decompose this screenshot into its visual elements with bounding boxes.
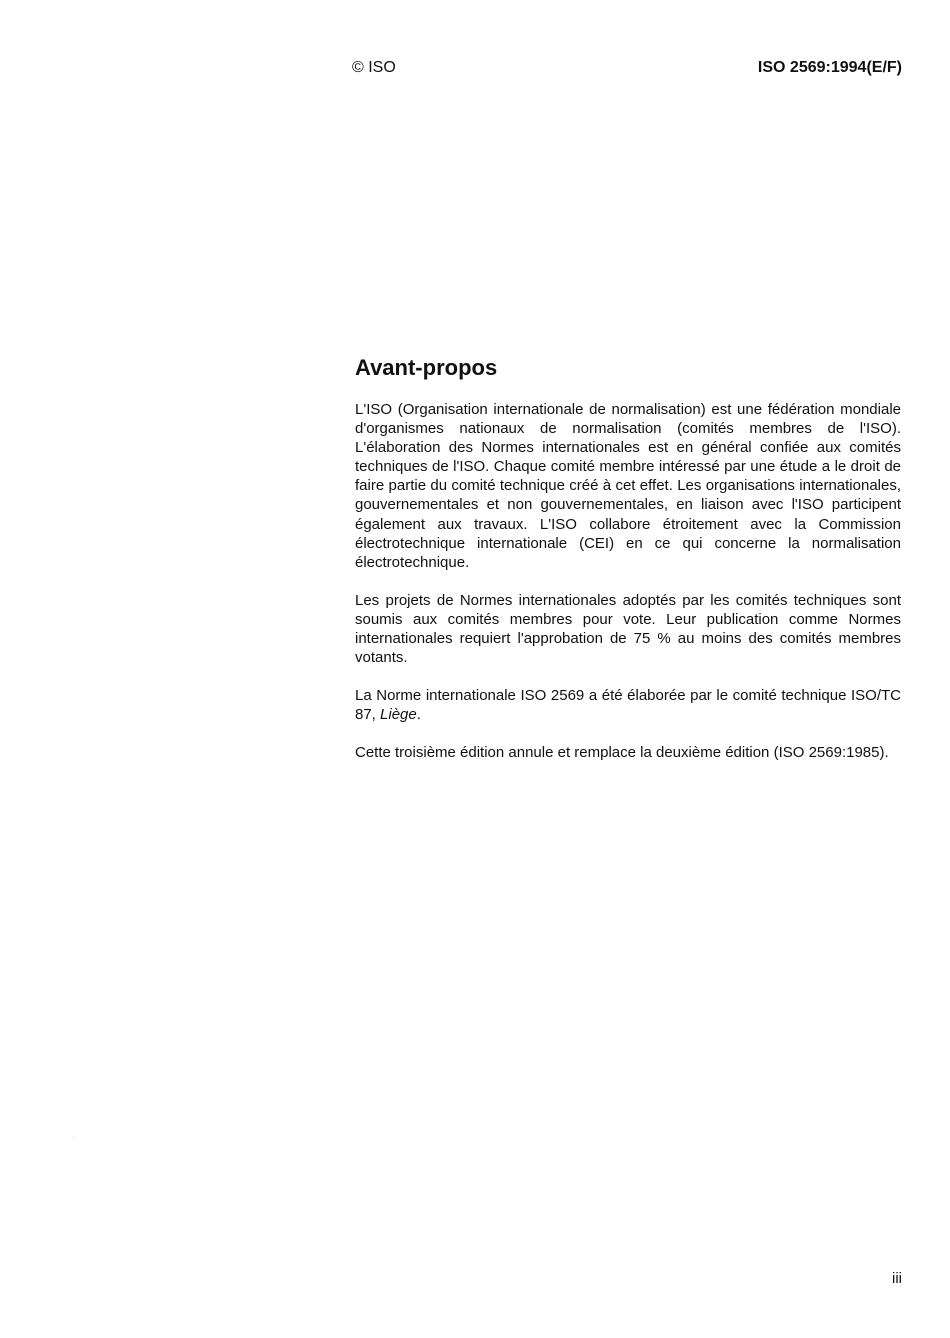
copyright-label: © ISO [352, 59, 396, 76]
foreword-body [355, 400, 901, 782]
scan-speck [73, 1138, 74, 1139]
standard-reference: ISO 2569:1994(E/F) [757, 59, 902, 76]
paragraph-voting: Les projets de Normes internationales adoptés par les comités techniques sont soumis aux comités membres pour vote. Leur publication comme Normes internationales requiert l'approbation de 75 % au moins des comités membres votants. [355, 591, 901, 667]
paragraph-committee-text: La Norme internationale ISO 2569 a été élaborée par le comité technique ISO/TC 87, [355, 687, 901, 724]
paragraph-iso-description: L'ISO (Organisation internationale de normalisation) est une fédération mondiale d'organismes nationaux de normalisation (comités membres de l'ISO). L'élaboration des Normes internationales est en général confiée aux comités techniques de l'ISO. Chaque comité membre intéressé par une étude a le droit de faire partie du comité technique créé à cet effet. Les organisations internationales, gouvernementales et non gouvernementales, en liaison avec l'ISO participent également aux travaux. L'ISO collabore étroitement avec la Commission électrotechnique internationale (CEI) en ce qui concerne la normalisation électrotechnique. [355, 401, 901, 571]
paragraph-committee-end: . [416, 706, 421, 724]
section-title: Avant-propos [355, 355, 498, 380]
committee-title-italic: Liège [380, 706, 417, 724]
paragraph-edition: Cette troisième édition annule et remplace la deuxième édition (ISO 2569:1985). [355, 744, 889, 762]
page-number: iii [892, 1270, 902, 1287]
paragraph-committee [355, 686, 901, 724]
